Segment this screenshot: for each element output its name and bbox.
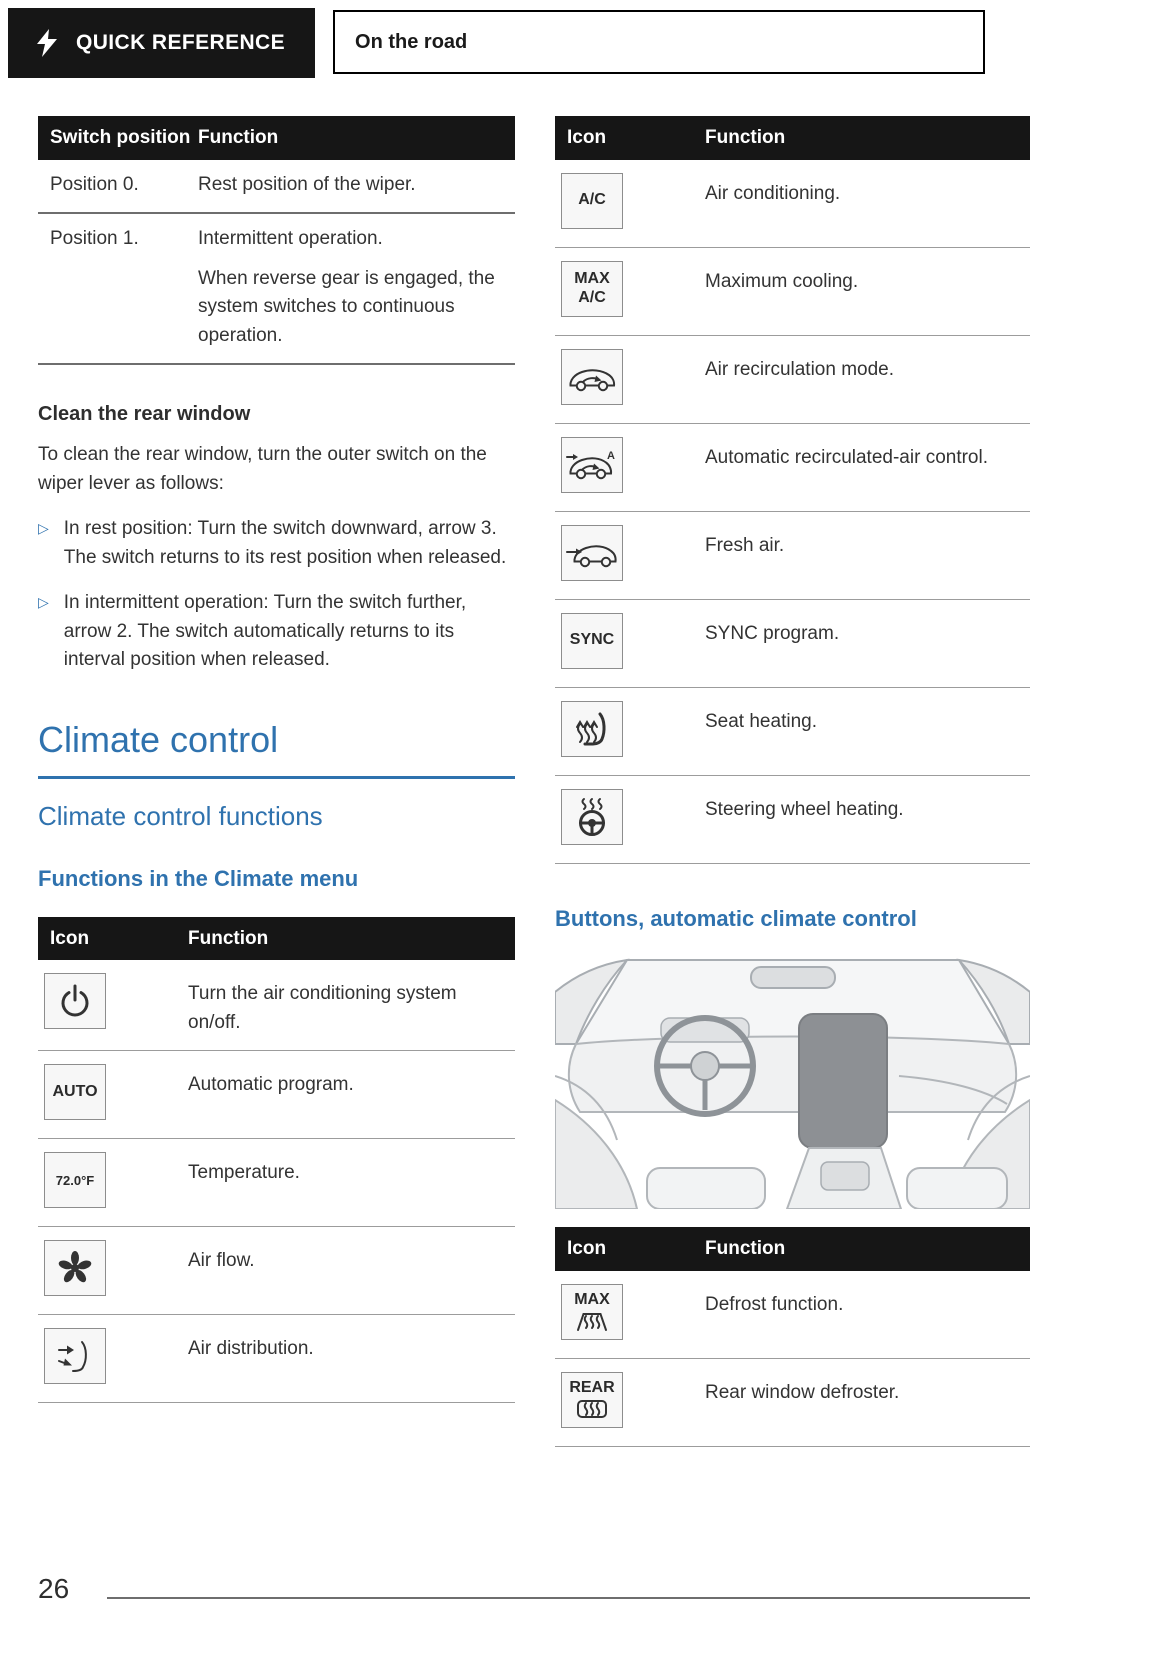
menu-table-header xyxy=(38,917,515,961)
rearview-mirror xyxy=(751,967,835,988)
quick-reference-badge xyxy=(8,8,315,78)
table-row xyxy=(555,512,1030,600)
table-row xyxy=(38,160,515,215)
air-recirculation-icon xyxy=(561,349,623,405)
right-column xyxy=(555,116,1030,1447)
quick-reference-icon xyxy=(34,28,60,58)
section-title-box xyxy=(333,10,985,74)
page-number: 26 xyxy=(38,1573,70,1604)
car-interior-illustration xyxy=(555,954,1030,1209)
function-text: Automatic recirculated-air control. xyxy=(705,446,988,468)
fan-icon xyxy=(44,1240,106,1296)
buttons-climate-heading: Buttons, automatic climate control xyxy=(555,905,917,931)
climate-control-panel xyxy=(799,1014,887,1148)
function-text: SYNC program. xyxy=(705,622,840,644)
quick-reference-label: QUICK REFERENCE xyxy=(76,31,286,55)
sync-icon xyxy=(561,613,623,669)
rear-label: REAR xyxy=(569,1379,615,1397)
defrost-max-icon xyxy=(561,1284,623,1340)
clean-rear-window-intro: To clean the rear window, turn the outer switch on the wiper lever as follows: xyxy=(38,444,487,494)
table-row xyxy=(38,1051,515,1139)
max-label: MAX xyxy=(574,270,610,288)
function-cell xyxy=(198,225,515,350)
table-row xyxy=(38,1139,515,1227)
functions-climate-menu-heading: Functions in the Climate menu xyxy=(38,866,359,892)
max-ac-icon xyxy=(561,261,623,317)
auto-program-icon xyxy=(44,1064,106,1120)
ac-table-header xyxy=(555,116,1030,160)
table-row xyxy=(555,1359,1030,1447)
climate-menu-table xyxy=(38,917,515,1404)
function-text: Automatic program. xyxy=(188,1074,354,1096)
column-header-function: Function xyxy=(188,927,269,949)
table-row xyxy=(555,688,1030,776)
triangle-bullet-icon: ▷ xyxy=(38,520,49,537)
sync-label: SYNC xyxy=(569,631,615,649)
table-row xyxy=(38,214,515,365)
footer-rule xyxy=(107,1597,1030,1599)
svg-text:A: A xyxy=(607,449,615,462)
column-header-function: Function xyxy=(705,127,786,148)
bullet-text: In intermittent operation: Turn the switch further, arrow 2. The switch automatically returns to its interval position when released. xyxy=(63,592,467,671)
function-text: Seat heating. xyxy=(705,710,817,732)
list-item xyxy=(38,515,515,572)
column-header-function: Function xyxy=(705,1238,786,1260)
function-text: Temperature. xyxy=(188,1162,300,1184)
defrost-table xyxy=(555,1227,1030,1447)
defrost-table-header xyxy=(555,1227,1030,1271)
climate-control-title: Climate control xyxy=(38,719,515,779)
table-row xyxy=(38,960,515,1051)
temperature-icon xyxy=(44,1152,106,1208)
function-text: Air recirculation mode. xyxy=(705,358,895,380)
table-row xyxy=(555,600,1030,688)
column-header-switch-position: Switch position xyxy=(50,127,191,148)
column-header-function: Function xyxy=(198,127,279,148)
page-footer xyxy=(38,1572,1030,1606)
list-item xyxy=(38,589,515,675)
function-text: Air flow. xyxy=(188,1250,255,1272)
gear-selector xyxy=(821,1162,869,1190)
table-row xyxy=(555,248,1030,336)
steering-wheel-heating-icon xyxy=(561,789,623,845)
air-distribution-icon xyxy=(44,1328,106,1384)
switch-position-cell: Position 0. xyxy=(50,173,139,195)
fresh-air-icon xyxy=(561,525,623,581)
wiper-switch-table xyxy=(38,116,515,365)
table-row xyxy=(555,160,1030,248)
function-text: Rear window defroster. xyxy=(705,1381,900,1403)
column-header-icon: Icon xyxy=(567,1238,607,1260)
ac-label: A/C xyxy=(578,288,606,306)
ac-icon xyxy=(561,173,623,229)
function-text: Rest position of the wiper. xyxy=(198,173,416,195)
bullet-text: In rest position: Turn the switch downward, arrow 3. The switch returns to its rest position when released. xyxy=(63,518,507,568)
auto-recirculation-icon xyxy=(561,437,623,493)
function-text: When reverse gear is engaged, the system switches to continuous operation. xyxy=(198,267,495,346)
table-row xyxy=(555,1271,1030,1359)
power-icon xyxy=(44,973,106,1029)
wiper-table-header xyxy=(38,116,515,160)
triangle-bullet-icon: ▷ xyxy=(38,594,49,611)
column-header-icon: Icon xyxy=(50,927,90,949)
table-row xyxy=(555,424,1030,512)
content-columns xyxy=(0,116,1165,1447)
table-row xyxy=(555,336,1030,424)
column-header-icon: Icon xyxy=(567,127,607,148)
function-text: Fresh air. xyxy=(705,534,785,556)
auto-label: AUTO xyxy=(52,1083,98,1101)
table-row xyxy=(38,1315,515,1403)
switch-position-cell: Position 1. xyxy=(50,228,139,250)
climate-control-functions-heading: Climate control functions xyxy=(38,801,323,832)
function-text: Maximum cooling. xyxy=(705,270,859,292)
function-cell xyxy=(198,171,515,200)
climate-buttons-table xyxy=(555,116,1030,864)
function-text: Steering wheel heating. xyxy=(705,798,904,820)
table-row xyxy=(555,776,1030,864)
clean-rear-window-heading: Clean the rear window xyxy=(38,403,251,426)
table-row xyxy=(38,1227,515,1315)
function-text: Intermittent operation. xyxy=(198,228,383,250)
seat-heating-icon xyxy=(561,701,623,757)
section-title: On the road xyxy=(355,31,468,53)
function-text: Air conditioning. xyxy=(705,182,841,204)
function-text: Air distribution. xyxy=(188,1338,314,1360)
rear-window-defroster-icon xyxy=(561,1372,623,1428)
max-label: MAX xyxy=(574,1291,610,1309)
function-text: Defrost function. xyxy=(705,1293,844,1315)
left-column xyxy=(38,116,515,1447)
page-header xyxy=(0,0,1165,78)
temperature-value: 72.0°F xyxy=(55,1172,95,1188)
ac-label: A/C xyxy=(578,191,606,209)
function-text: Turn the air conditioning system on/off. xyxy=(188,983,457,1033)
